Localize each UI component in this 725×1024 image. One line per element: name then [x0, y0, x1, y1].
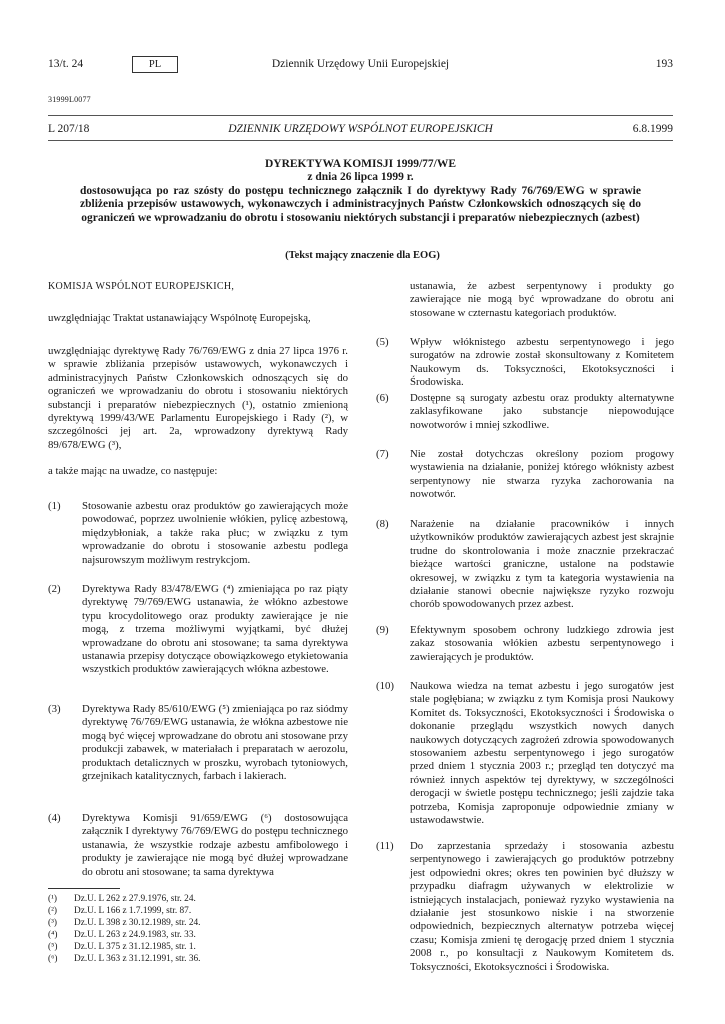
footnote: (³) Dz.U. L 398 z 30.12.1989, str. 24.: [48, 918, 201, 928]
commission-heading: KOMISJA WSPÓLNOT EUROPEJSKICH,: [48, 281, 235, 292]
recital-text: Do zaprzestania sprzedaży i stosowania azbestu serpentynowego i zawierających go produktów potrzebny jest odpowiedni okres; okres ten powinien być dłuższy w przypadku diafragm używanych w elektrolizie w istniejących instalacjach, ponieważ ryzyko wystawienia na działanie jest stosunkowo niskie i na stworzenie odpowiednich, bezpiecznych alternatyw potrzeba więcej czasu; Komisja zmieni tę derogację przed dniem 1 stycznia 2008 r., po konsultacji z Naukowym Komitetem ds. Toksyczności, Ekotoksyczności i Środowiska.: [410, 840, 674, 973]
footnote: (²) Dz.U. L 166 z 1.7.1999, str. 87.: [48, 906, 192, 916]
footnote: (⁵) Dz.U. L 375 z 31.12.1985, str. 1.: [48, 942, 196, 952]
footnote-divider: [48, 888, 120, 889]
recital-number: (4): [48, 812, 61, 824]
journal-title: Dziennik Urzędowy Unii Europejskiej: [271, 58, 450, 70]
recital-number: (10): [376, 680, 394, 692]
whereas-clause: a także mając na uwadze, co następuje:: [48, 465, 218, 477]
recital-number: (5): [376, 336, 389, 348]
footnote: (⁶) Dz.U. L 363 z 31.12.1991, str. 36.: [48, 954, 201, 964]
header-divider-2: [48, 140, 673, 141]
directive-subject: dostosowująca po raz szósty do postępu technicznego załącznik I do dyrektywy Rady 76/769/EWG w sprawie zbliżenia przepisów ustawowych, wykonawczych i administracyjnych Państw Członkowskich odnoszących się do ograniczeń we wprowadzaniu do obrotu i stosowaniu niektórych substancji i preparatów niebezpiecznych (azbest): [80, 184, 641, 224]
directive-clause: uwzględniając dyrektywę Rady 76/769/EWG z dnia 27 lipca 1976 r. w sprawie zbliżania przepisów ustawowych, wykonawczych i administracyjnych Państw Członkowskich odnoszących się do ograniczeń we wprowadzaniu do obrotu i stosowaniu niektórych substancji i preparatów niebezpiecznych (¹), ostatnio zmienioną dyrektywą 1999/43/WE Parlamentu Europejskiego i Rady (²), w szczególności jej art. 2a, wprowadzony dyrektywą Rady 89/678/EWG (³),: [48, 345, 348, 451]
language-badge: PL: [132, 56, 178, 73]
recital-number: (6): [376, 392, 389, 404]
recital-text: Dyrektywa Komisji 91/659/EWG (⁶) dostosowująca załącznik I dyrektywy 76/769/EWG do postępu technicznego ustanawia, że wszystkie rodzaje azbestu amfibolowego i produkty je zawierające nie mogą być dłużej wprowadzane do obrotu ani stosowane; ta sama dyrektywa: [82, 812, 348, 878]
celex-number: 31999L0077: [48, 95, 91, 104]
directive-number: DYREKTYWA KOMISJI 1999/77/WE: [264, 158, 457, 170]
recital-continuation: ustanawia, że azbest serpentynowy i produkty go zawierające nie mogą być wprowadzane do obrotu ani stosowane w czternastu kategoriach produktów.: [410, 280, 674, 319]
running-header: [48, 58, 673, 78]
recital-text: Nie został dotychczas określony poziom progowy wystawienia na działanie, poniżej którego włóknisty azbest serpentynowy nie stwarza ryzyka zachorowania na nowotwór.: [410, 448, 674, 501]
page-number: 193: [655, 58, 673, 70]
eea-relevance: (Tekst mający znaczenie dla EOG): [285, 250, 440, 261]
recital-text: Efektywnym sposobem ochrony ludzkiego zdrowia jest zakaz stosowania włókien azbestu serpentynowego i zawierających je produktów.: [410, 624, 674, 663]
oj-reference: L 207/18: [48, 123, 90, 135]
treaty-clause: uwzględniając Traktat ustanawiający Wspólnotę Europejską,: [48, 312, 311, 324]
recital-number: (2): [48, 583, 61, 595]
recital-number: (8): [376, 518, 389, 530]
recital-text: Stosowanie azbestu oraz produktów go zawierających może powodować, poprzez uwolnienie włókien, pylicę azbestową, międzybłoniak, a także raka płuc; w związku z tym wprowadzanie do obrotu i stosowanie azbestu podlega najsurowszym możliwym restrykcjom.: [82, 500, 348, 566]
header-divider: [48, 115, 673, 116]
footnote: (⁴) Dz.U. L 263 z 24.9.1983, str. 33.: [48, 930, 196, 940]
recital-text: Naukowa wiedza na temat azbestu i jego surogatów jest stale pogłębiana; w związku z tym Komisja prosi Naukowy Komitet ds. Toksyczności, Ekotoksyczności i Środowiska o dokonanie przeglądu wszystkich nowych danych naukowych dotyczących zagrożeń zdrowia spowodowanych stosowaniem azbestu serpentynowego i jego surogatów przed dniem 1 stycznia 2003 r.; przegląd ten dotyczyć ma również innych aspektów tej dyrektywy, w szczególności derogacji w świetle postępu technicznego; jeśli zajdzie taka potrzeba, Komisja zaproponuje odpowiednie zmiany w ustawodawstwie.: [410, 680, 674, 827]
right-column: [376, 280, 674, 980]
oj-header: [48, 123, 673, 139]
recital-text: Dostępne są surogaty azbestu oraz produkty alternatywne zaklasyfikowane jako substancje niepowodujące nowotworów i mniej szkodliwe.: [410, 392, 674, 431]
volume-number: 13/t. 24: [48, 58, 84, 70]
left-column: [48, 280, 348, 880]
directive-date: z dnia 26 lipca 1999 r.: [307, 171, 414, 184]
recital-number: (3): [48, 703, 61, 715]
footnote: (¹) Dz.U. L 262 z 27.9.1976, str. 24.: [48, 894, 196, 904]
recital-text: Dyrektywa Rady 83/478/EWG (⁴) zmieniająca po raz piąty dyrektywę 79/769/EWG ustanawia, że włókno azbestowe typu krocydolitowego oraz produkty zawierające je nie mogą, z trzema możliwymi wyjątkami, być dłużej wprowadzane do obrotu ani stosowane; ta sama dyrektywa ustanawia przepisy dotyczące obowiązkowego etykietowania wszystkich produktów zawierających włókna azbestowe.: [82, 583, 348, 676]
oj-date: 6.8.1999: [632, 123, 673, 135]
recital-text: Dyrektywa Rady 85/610/EWG (⁵) zmieniająca po raz siódmy dyrektywę 76/769/EWG ustanawia, że włókna azbestowe nie mogą być więcej wprowadzane do obrotu ani stosowane przy produkcji zabawek, w materiałach i preparatach w aerozolu, produktach detalicznych w proszku, wyrobach tytoniowych, grzejnikach katalitycznych, farbach i lakierach.: [82, 703, 348, 783]
recital-text: Narażenie na działanie pracowników i innych użytkowników produktów zawierających azbest jest skrajnie trudne do skontrolowania i może znacznie przekraczać bieżące wartości graniczne, ustalone na podstawie okresowej, w związku z tym ta kategoria wystawienia na działanie stanowi obecnie największe ryzyko rozwoju chorób spowodowanych przez azbest.: [410, 518, 674, 611]
recital-text: Wpływ włóknistego azbestu serpentynowego i jego surogatów na zdrowie został skonsultowany z Komitetem Naukowym ds. Toksyczności, Ekotoksyczności i Środowiska.: [410, 336, 674, 389]
recital-number: (7): [376, 448, 389, 460]
recital-number: (1): [48, 500, 61, 512]
recital-number: (9): [376, 624, 389, 636]
document-title: [80, 158, 641, 225]
recital-number: (11): [376, 840, 394, 852]
oj-title: DZIENNIK URZĘDOWY WSPÓLNOT EUROPEJSKICH: [228, 123, 493, 135]
